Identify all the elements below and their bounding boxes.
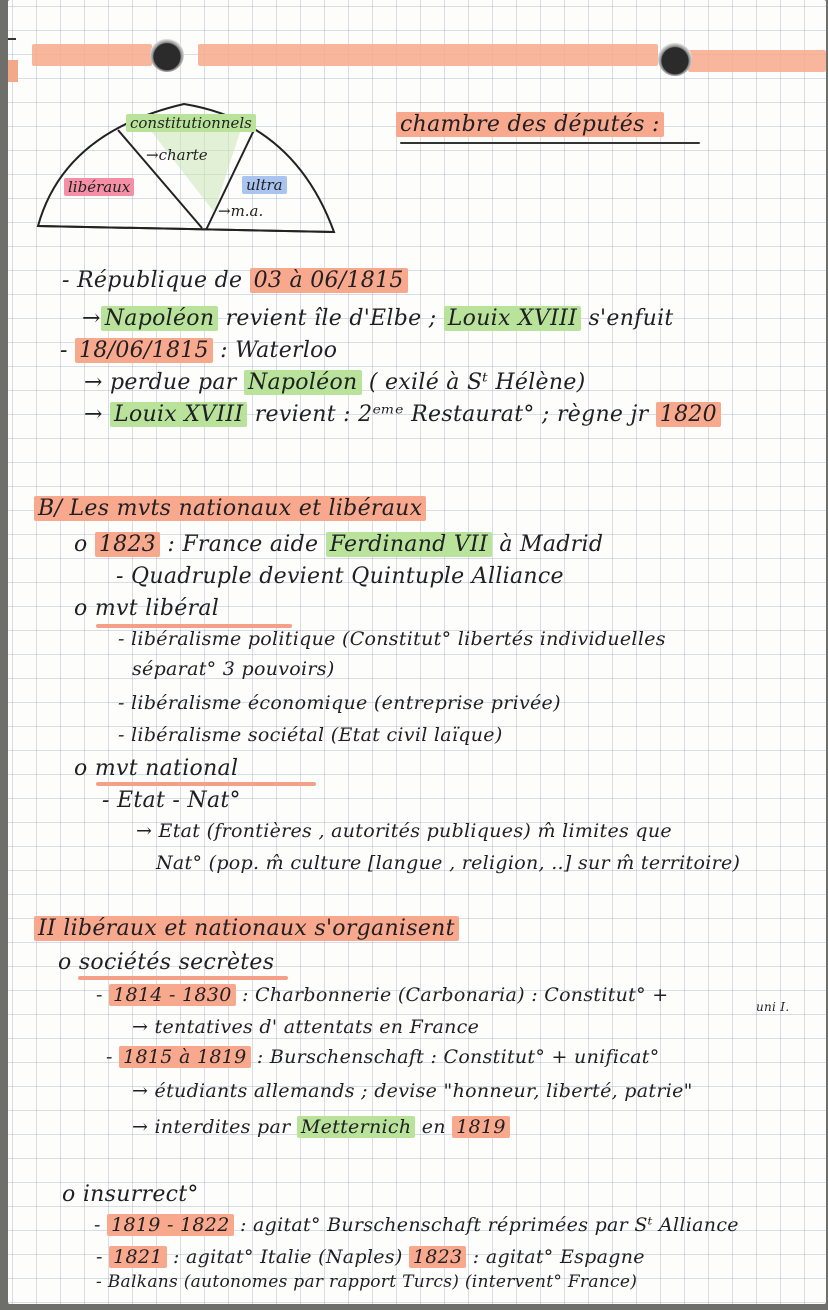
republique-line: - République de 03 à 06/1815 [62, 268, 408, 293]
label-ma: →m.a. [218, 202, 264, 220]
attentats-line: → tentatives d' attentats en France [132, 1016, 480, 1038]
binder-hole [150, 38, 184, 72]
chambre-title: chambre des députés : [396, 112, 664, 137]
top-highlight-band [32, 44, 152, 66]
nat-definition: Nat° (pop. m̂ culture [langue , religion, ..] sur m̂ territoire) [156, 852, 741, 874]
label-charte: →charte [146, 146, 208, 164]
insurrection-heading: o insurrect° [62, 1182, 199, 1207]
liberalisme-economique: - libéralisme économique (entreprise privée) [118, 692, 561, 714]
section-b-title: B/ Les mvts nationaux et libéraux [34, 496, 426, 521]
chamber-diagram [34, 92, 344, 241]
charbonnerie-line: - 1814 - 1830 : Charbonnerie (Carbonaria) : Constitut° + [96, 984, 669, 1006]
mvt-national-underline [96, 782, 316, 786]
top-highlight-band [688, 50, 826, 72]
label-liberaux: libéraux [64, 178, 134, 196]
etudiants-line: → étudiants allemands ; devise "honneur, liberté, patrie" [132, 1080, 693, 1102]
metternich-line: → interdites par Metternich en 1819 [132, 1116, 510, 1138]
label-ultra: ultra [242, 176, 287, 194]
societes-underline [78, 976, 288, 980]
insurrection-1819: - 1819 - 1822 : agitat° Burschenschaft réprimées par Sᵗ Alliance [94, 1214, 739, 1236]
edge-tab [8, 60, 18, 82]
burschenschaft-line: - 1815 à 1819 : Burschenschaft : Constitut° + unificat° [106, 1046, 660, 1068]
insurrection-1821: - 1821 : agitat° Italie (Naples) 1823 : agitat° Espagne [96, 1246, 645, 1268]
b-1823-line: o 1823 : France aide Ferdinand VII à Madrid [74, 532, 604, 557]
mvt-liberal-heading: o mvt libéral [74, 596, 220, 621]
etat-nat-line: - Etat - Nat° [102, 788, 241, 813]
societes-secretes-heading: o sociétés secrètes [58, 950, 275, 975]
chambre-underline [400, 142, 700, 144]
liberalisme-politique-cont: séparat° 3 pouvoirs) [132, 658, 335, 680]
perdue-line: → perdue par Napoléon ( exilé à Sᵗ Hélène) [84, 370, 586, 395]
napoleon-line: → Napoléon revient île d'Elbe ; Louix XVIII s'enfuit [82, 306, 674, 331]
waterloo-line: - 18/06/1815 : Waterloo [60, 338, 338, 363]
charbonnerie-superscript: uni I. [756, 1000, 790, 1014]
insurrection-balkans: - Balkans (autonomes par rapport Turcs) (intervent° France) [96, 1272, 638, 1292]
quintuple-line: - Quadruple devient Quintuple Alliance [116, 564, 564, 589]
restauration-line: → Louix XVIII revient : 2ᵉᵐᵉ Restaurat° ; règne jr 1820 [84, 402, 721, 427]
binder-hole [658, 42, 692, 76]
liberalisme-societal: - libéralisme sociétal (Etat civil laïque) [118, 724, 503, 746]
label-constitutionnels: constitutionnels [126, 114, 256, 132]
top-highlight-band [198, 44, 658, 66]
notebook-page [8, 0, 826, 1304]
etat-definition: → Etat (frontières , autorités publiques) m̂ limites que [136, 820, 672, 842]
mvt-national-heading: o mvt national [74, 756, 239, 781]
section-ii-title: II libéraux et nationaux s'organisent [34, 916, 459, 941]
liberalisme-politique: - libéralisme politique (Constitut° libertés individuelles [118, 628, 666, 650]
edge-mark [8, 38, 16, 40]
